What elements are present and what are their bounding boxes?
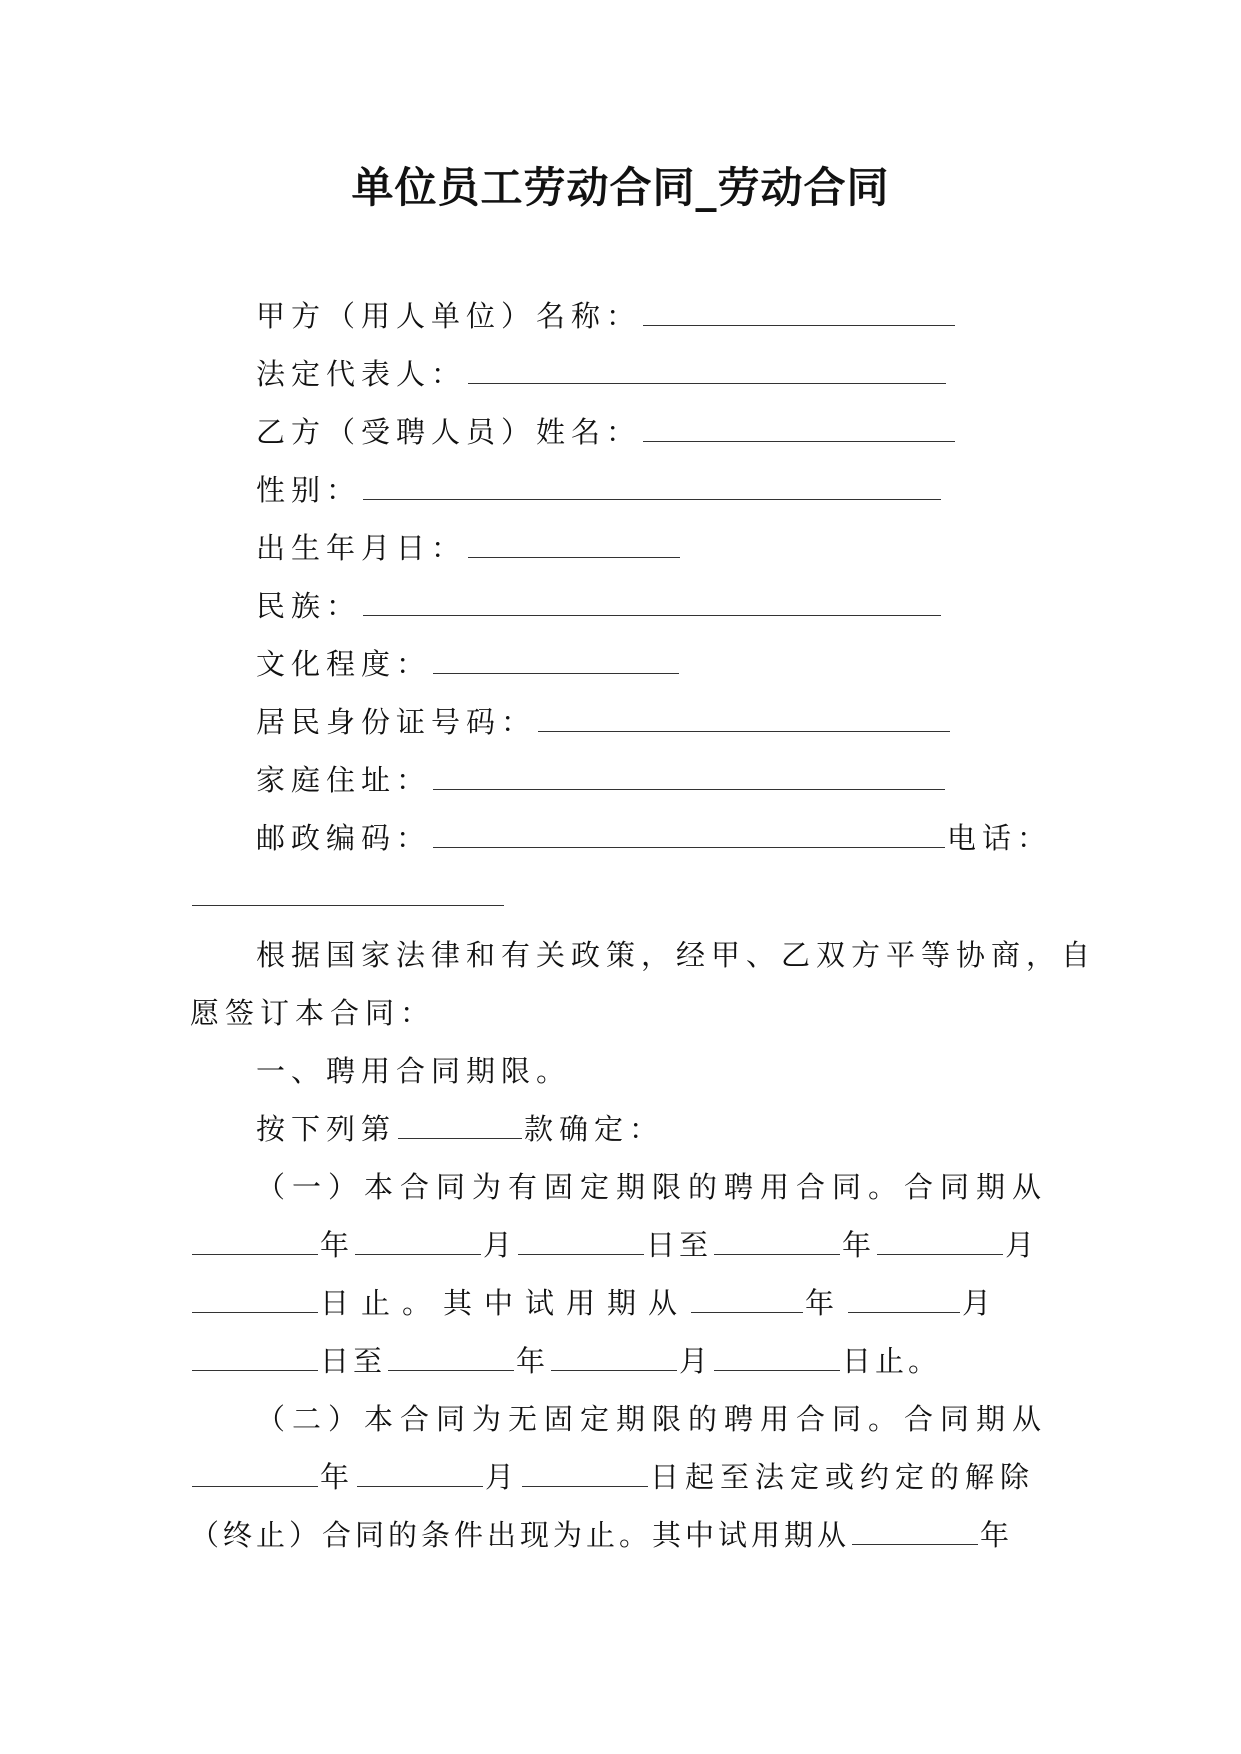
paragraph-intro (256, 935, 1096, 975)
blank-line (551, 1346, 677, 1371)
blank-line (192, 1462, 318, 1487)
blank-line (433, 765, 945, 790)
blank-line (192, 1346, 318, 1371)
blank-line (538, 707, 950, 732)
field-ethnicity (256, 586, 943, 626)
blank-line (852, 1520, 978, 1545)
blank-line (714, 1230, 840, 1255)
text-fragment: 月 (1005, 1228, 1039, 1262)
text-fragment: （二）本合同为无固定期限的聘用合同。合同期从 (256, 1402, 1049, 1436)
text-fragment: 日至 (320, 1344, 387, 1378)
field-education (256, 644, 681, 684)
blank-line (433, 823, 945, 848)
document-title: 单位员工劳动合同_劳动合同 (351, 163, 890, 212)
text-fragment: 年 (320, 1228, 354, 1262)
text-fragment: 日起至法定或约定的解除 (650, 1460, 1036, 1494)
section-title: 一、聘用合同期限。 (256, 1054, 572, 1088)
text-fragment: （终止）合同的条件出现为止。其中试用期从 (190, 1518, 851, 1552)
blank-line (355, 1230, 481, 1255)
blank-line (192, 881, 504, 906)
field-legal-rep (256, 354, 948, 394)
paragraph-text: 愿签订本合同： (190, 996, 436, 1030)
blank-line (363, 591, 941, 616)
blank-line (433, 649, 679, 674)
clause-1-line-2 (190, 1225, 1038, 1265)
clause-select (256, 1109, 664, 1149)
clause-2-line-1 (256, 1399, 1048, 1439)
blank-line (398, 1114, 522, 1139)
text-fragment: （一）本合同为有固定期限的聘用合同。合同期从 (256, 1170, 1049, 1204)
text-fragment: 日止。其中试用期从 (320, 1286, 690, 1320)
text-fragment: 年 (516, 1344, 550, 1378)
text-fragment: 月 (679, 1344, 713, 1378)
text-fragment: 月 (483, 1228, 517, 1262)
field-gender (256, 470, 943, 510)
field-label: 民族： (256, 589, 362, 623)
clause-1-line-4 (190, 1341, 941, 1381)
text-fragment: 年 (842, 1228, 876, 1262)
text-fragment: 按下列第 (256, 1112, 397, 1146)
blank-line (388, 1346, 514, 1371)
field-label: 居民身份证号码： (256, 705, 537, 739)
field-label: 电话： (947, 821, 1053, 855)
text-fragment: 款确定： (524, 1112, 665, 1146)
field-label: 甲方（用人单位）名称： (256, 299, 642, 333)
blank-line (357, 1462, 483, 1487)
field-label: 性别： (256, 473, 362, 507)
clause-1-line-3 (190, 1283, 1003, 1323)
text-fragment: 年 (980, 1518, 1014, 1552)
blank-line (643, 301, 955, 326)
field-postcode (256, 818, 1052, 858)
paragraph-intro-cont (190, 993, 435, 1033)
field-birth (256, 528, 682, 568)
field-label: 文化程度： (256, 647, 432, 681)
blank-line (877, 1230, 1003, 1255)
paragraph-text: 根据国家法律和有关政策，经甲、乙双方平等协商，自 (256, 938, 1097, 972)
text-fragment: 年 (805, 1286, 847, 1320)
blank-line (518, 1230, 644, 1255)
blank-line (192, 1288, 318, 1313)
section-heading (256, 1051, 571, 1091)
field-party-a (256, 296, 957, 336)
blank-line (848, 1288, 960, 1313)
field-address (256, 760, 947, 800)
field-phone-blank (190, 876, 506, 916)
field-label: 出生年月日： (256, 531, 467, 565)
blank-line (691, 1288, 803, 1313)
blank-line (522, 1462, 648, 1487)
field-party-b (256, 412, 957, 452)
text-fragment: 月 (962, 1286, 1004, 1320)
blank-line (643, 417, 955, 442)
text-fragment: 年 (320, 1460, 356, 1494)
field-label: 法定代表人： (256, 357, 467, 391)
clause-1-line-1 (256, 1167, 1048, 1207)
blank-line (468, 533, 680, 558)
clause-2-line-2 (190, 1457, 1035, 1497)
blank-line (192, 1230, 318, 1255)
field-label: 邮政编码： (256, 821, 432, 855)
text-fragment: 月 (485, 1460, 521, 1494)
blank-line (363, 475, 941, 500)
field-label: 家庭住址： (256, 763, 432, 797)
blank-line (468, 359, 946, 384)
clause-2-line-3 (190, 1515, 1013, 1555)
field-label: 乙方（受聘人员）姓名： (256, 415, 642, 449)
text-fragment: 日止。 (842, 1344, 942, 1378)
blank-line (714, 1346, 840, 1371)
text-fragment: 日至 (646, 1228, 713, 1262)
field-id-number (256, 702, 952, 742)
